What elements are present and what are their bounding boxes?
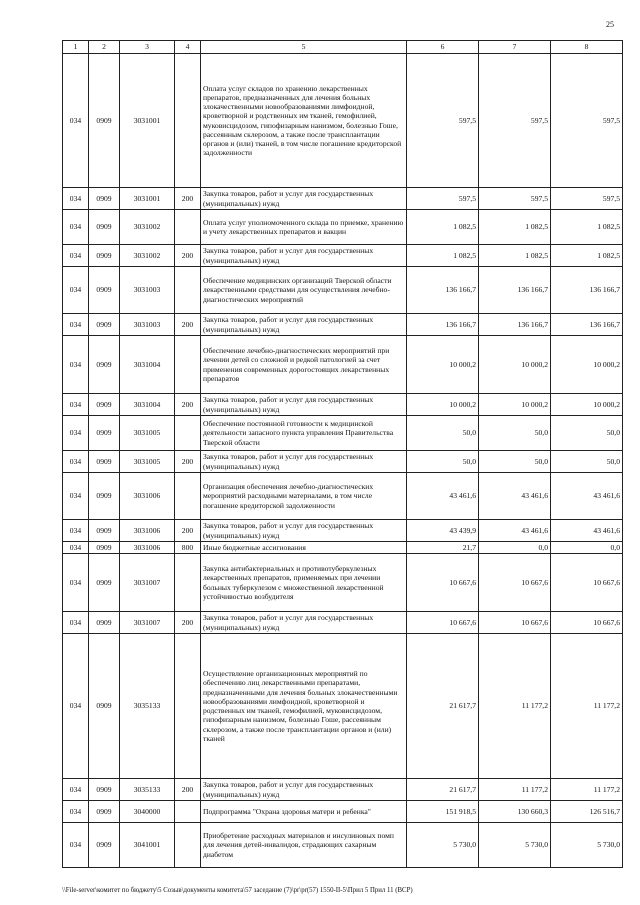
section-code-cell: 0909 [89, 451, 120, 473]
table-row [63, 54, 623, 188]
amount-col6-cell: 10 000,2 [407, 336, 479, 394]
ministry-code-cell: 034 [63, 394, 89, 416]
section-code-cell: 0909 [89, 779, 120, 801]
amount-col7-cell: 5 730,0 [479, 823, 551, 868]
target-article-code-cell: 3031005 [120, 451, 175, 473]
amount-col8-cell: 597,5 [551, 188, 623, 210]
ministry-code-cell: 034 [63, 520, 89, 542]
section-code-cell: 0909 [89, 520, 120, 542]
file-path-footer: \\File-server\комитет по бюджету\5 Созыв\документы комитета\57 заседание (7)\pr\pr(57) 1550-II-5\Прил 5 Прил 11 (ВСР) [62, 887, 413, 894]
amount-col7-cell: 10 000,2 [479, 394, 551, 416]
target-article-code-cell: 3031001 [120, 54, 175, 188]
target-article-code-cell: 3031003 [120, 267, 175, 314]
description-cell: Закупка товаров, работ и услуг для государственных (муниципальных) нужд [201, 451, 407, 473]
target-article-code-cell: 3031006 [120, 520, 175, 542]
amount-col6-cell: 50,0 [407, 451, 479, 473]
expense-type-code-cell [175, 416, 201, 451]
amount-col7-cell: 0,0 [479, 542, 551, 554]
description-cell: Закупка товаров, работ и услуг для государственных (муниципальных) нужд [201, 612, 407, 634]
section-code-cell: 0909 [89, 314, 120, 336]
ministry-code-cell: 034 [63, 210, 89, 245]
amount-col7-cell: 10 667,6 [479, 554, 551, 612]
section-code-cell: 0909 [89, 801, 120, 823]
ministry-code-cell: 034 [63, 779, 89, 801]
section-code-cell: 0909 [89, 336, 120, 394]
amount-col7-cell: 136 166,7 [479, 267, 551, 314]
table-row [63, 634, 623, 779]
expense-type-code-cell [175, 210, 201, 245]
table-row [63, 314, 623, 336]
expense-type-code-cell: 200 [175, 188, 201, 210]
header-row [63, 41, 623, 54]
amount-col8-cell: 10 667,6 [551, 612, 623, 634]
target-article-code-cell: 3031007 [120, 612, 175, 634]
amount-col7-cell: 597,5 [479, 54, 551, 188]
section-code-cell: 0909 [89, 823, 120, 868]
amount-col8-cell: 136 166,7 [551, 267, 623, 314]
amount-col8-cell: 11 177,2 [551, 779, 623, 801]
column-header: 1 [63, 41, 89, 54]
description-cell: Закупка товаров, работ и услуг для государственных (муниципальных) нужд [201, 779, 407, 801]
table-row [63, 245, 623, 267]
section-code-cell: 0909 [89, 210, 120, 245]
table-row [63, 612, 623, 634]
table-body [63, 54, 623, 868]
target-article-code-cell: 3035133 [120, 634, 175, 779]
amount-col7-cell: 43 461,6 [479, 473, 551, 520]
description-cell: Закупка товаров, работ и услуг для государственных (муниципальных) нужд [201, 394, 407, 416]
description-cell: Оплата услуг уполномоченного склада по приемке, хранению и учету лекарственных препаратов и вакцин [201, 210, 407, 245]
ministry-code-cell: 034 [63, 267, 89, 314]
section-code-cell: 0909 [89, 188, 120, 210]
ministry-code-cell: 034 [63, 542, 89, 554]
section-code-cell: 0909 [89, 473, 120, 520]
section-code-cell: 0909 [89, 394, 120, 416]
amount-col8-cell: 50,0 [551, 451, 623, 473]
table-row [63, 394, 623, 416]
amount-col6-cell: 151 918,5 [407, 801, 479, 823]
amount-col8-cell: 1 082,5 [551, 245, 623, 267]
section-code-cell: 0909 [89, 245, 120, 267]
expense-type-code-cell [175, 336, 201, 394]
target-article-code-cell: 3031003 [120, 314, 175, 336]
column-header: 5 [201, 41, 407, 54]
target-article-code-cell: 3035133 [120, 779, 175, 801]
amount-col6-cell: 50,0 [407, 416, 479, 451]
table-row [63, 451, 623, 473]
amount-col7-cell: 10 000,2 [479, 336, 551, 394]
ministry-code-cell: 034 [63, 612, 89, 634]
expense-type-code-cell [175, 801, 201, 823]
description-cell: Осуществление организационных мероприятий по обеспечению лиц лекарственными препаратами, предназначенными для лечения больных злокачественными новообразованиями лимфоидной, кроветворной и родственных им тканей, гемофилией, муковисцидозом, гипофизарным нанизмом, болезнью Гоше, рассеянным склерозом, а также после трансплантации органов и (или) тканей [201, 634, 407, 779]
amount-col8-cell: 43 461,6 [551, 520, 623, 542]
ministry-code-cell: 034 [63, 634, 89, 779]
amount-col8-cell: 50,0 [551, 416, 623, 451]
expense-type-code-cell [175, 554, 201, 612]
target-article-code-cell: 3031002 [120, 245, 175, 267]
table-row [63, 336, 623, 394]
amount-col6-cell: 10 667,6 [407, 612, 479, 634]
amount-col7-cell: 50,0 [479, 451, 551, 473]
ministry-code-cell: 034 [63, 314, 89, 336]
table-row [63, 779, 623, 801]
table-row [63, 823, 623, 868]
expense-type-code-cell: 200 [175, 520, 201, 542]
description-cell: Обеспечение медицинских организаций Тверской области лекарственными средствами для осуществления лечебно-диагностических мероприятий [201, 267, 407, 314]
expense-type-code-cell: 200 [175, 779, 201, 801]
section-code-cell: 0909 [89, 542, 120, 554]
amount-col6-cell: 597,5 [407, 188, 479, 210]
amount-col6-cell: 5 730,0 [407, 823, 479, 868]
target-article-code-cell: 3031007 [120, 554, 175, 612]
amount-col6-cell: 1 082,5 [407, 245, 479, 267]
amount-col8-cell: 597,5 [551, 54, 623, 188]
amount-col7-cell: 10 667,6 [479, 612, 551, 634]
amount-col7-cell: 50,0 [479, 416, 551, 451]
budget-table [62, 40, 623, 868]
amount-col7-cell: 136 166,7 [479, 314, 551, 336]
amount-col7-cell: 43 461,6 [479, 520, 551, 542]
expense-type-code-cell [175, 823, 201, 868]
description-cell: Закупка товаров, работ и услуг для государственных (муниципальных) нужд [201, 520, 407, 542]
amount-col7-cell: 1 082,5 [479, 245, 551, 267]
amount-col8-cell: 10 000,2 [551, 336, 623, 394]
table-row [63, 267, 623, 314]
amount-col6-cell: 136 166,7 [407, 267, 479, 314]
page-number: 25 [606, 20, 614, 29]
ministry-code-cell: 034 [63, 54, 89, 188]
amount-col8-cell: 10 667,6 [551, 554, 623, 612]
expense-type-code-cell [175, 54, 201, 188]
target-article-code-cell: 3041001 [120, 823, 175, 868]
expense-type-code-cell [175, 473, 201, 520]
amount-col7-cell: 130 660,3 [479, 801, 551, 823]
expense-type-code-cell: 200 [175, 451, 201, 473]
table-row [63, 542, 623, 554]
column-header: 4 [175, 41, 201, 54]
column-header: 8 [551, 41, 623, 54]
ministry-code-cell: 034 [63, 336, 89, 394]
amount-col7-cell: 597,5 [479, 188, 551, 210]
amount-col8-cell: 43 461,6 [551, 473, 623, 520]
target-article-code-cell: 3031001 [120, 188, 175, 210]
amount-col6-cell: 597,5 [407, 54, 479, 188]
description-cell: Организация обеспечения лечебно-диагностических мероприятий расходными материалами, в том числе погашение кредиторской задолженности [201, 473, 407, 520]
ministry-code-cell: 034 [63, 416, 89, 451]
amount-col6-cell: 21,7 [407, 542, 479, 554]
description-cell: Обеспечение лечебно-диагностических мероприятий при лечении детей со сложной и редкой патологией за счет применения современных дорогостоящих лекарственных препаратов [201, 336, 407, 394]
table-row [63, 554, 623, 612]
amount-col6-cell: 21 617,7 [407, 779, 479, 801]
section-code-cell: 0909 [89, 54, 120, 188]
amount-col8-cell: 11 177,2 [551, 634, 623, 779]
description-cell: Закупка товаров, работ и услуг для государственных (муниципальных) нужд [201, 314, 407, 336]
amount-col7-cell: 11 177,2 [479, 634, 551, 779]
expense-type-code-cell: 200 [175, 394, 201, 416]
description-cell: Закупка товаров, работ и услуг для государственных (муниципальных) нужд [201, 188, 407, 210]
description-cell: Приобретение расходных материалов и инсулиновых помп для лечения детей-инвалидов, страдающих сахарным диабетом [201, 823, 407, 868]
target-article-code-cell: 3031004 [120, 336, 175, 394]
amount-col8-cell: 1 082,5 [551, 210, 623, 245]
amount-col6-cell: 1 082,5 [407, 210, 479, 245]
table-row [63, 520, 623, 542]
column-header: 2 [89, 41, 120, 54]
description-cell: Закупка товаров, работ и услуг для государственных (муниципальных) нужд [201, 245, 407, 267]
target-article-code-cell: 3031002 [120, 210, 175, 245]
amount-col8-cell: 126 516,7 [551, 801, 623, 823]
amount-col6-cell: 21 617,7 [407, 634, 479, 779]
section-code-cell: 0909 [89, 554, 120, 612]
amount-col6-cell: 43 439,9 [407, 520, 479, 542]
expense-type-code-cell: 200 [175, 245, 201, 267]
table-row [63, 416, 623, 451]
ministry-code-cell: 034 [63, 451, 89, 473]
amount-col8-cell: 136 166,7 [551, 314, 623, 336]
expense-type-code-cell: 800 [175, 542, 201, 554]
description-cell: Закупка антибактериальных и противотуберкулезных лекарственных препаратов, применяемых при лечении больных туберкулезом с множественной лекарственной устойчивостью возбудителя [201, 554, 407, 612]
section-code-cell: 0909 [89, 267, 120, 314]
ministry-code-cell: 034 [63, 823, 89, 868]
description-cell: Оплата услуг складов по хранению лекарственных препаратов, предназначенных для лечения больных злокачественными новообразованиями лимфоидной, кроветворной и родственных им тканей, гемофилией, муковисцидозом, гипофизарным нанизмом, болезнью Гоше, рассеянным склерозом, а также после трансплантации органов и (или) тканей, в том числе погашение кредиторской задолженности [201, 54, 407, 188]
description-cell: Обеспечение постоянной готовности к медицинской деятельности запасного пункта управления Правительства Тверской области [201, 416, 407, 451]
target-article-code-cell: 3031005 [120, 416, 175, 451]
amount-col7-cell: 11 177,2 [479, 779, 551, 801]
amount-col8-cell: 10 000,2 [551, 394, 623, 416]
amount-col8-cell: 0,0 [551, 542, 623, 554]
amount-col6-cell: 136 166,7 [407, 314, 479, 336]
target-article-code-cell: 3040000 [120, 801, 175, 823]
description-cell: Иные бюджетные ассигнования [201, 542, 407, 554]
column-header: 6 [407, 41, 479, 54]
target-article-code-cell: 3031004 [120, 394, 175, 416]
amount-col7-cell: 1 082,5 [479, 210, 551, 245]
amount-col8-cell: 5 730,0 [551, 823, 623, 868]
column-header: 3 [120, 41, 175, 54]
section-code-cell: 0909 [89, 634, 120, 779]
ministry-code-cell: 034 [63, 801, 89, 823]
section-code-cell: 0909 [89, 416, 120, 451]
expense-type-code-cell [175, 634, 201, 779]
description-cell: Подпрограмма "Охрана здоровья матери и ребенка" [201, 801, 407, 823]
amount-col6-cell: 43 461,6 [407, 473, 479, 520]
expense-type-code-cell [175, 267, 201, 314]
amount-col6-cell: 10 000,2 [407, 394, 479, 416]
table-row [63, 188, 623, 210]
amount-col6-cell: 10 667,6 [407, 554, 479, 612]
target-article-code-cell: 3031006 [120, 542, 175, 554]
expense-type-code-cell: 200 [175, 314, 201, 336]
section-code-cell: 0909 [89, 612, 120, 634]
table-row [63, 473, 623, 520]
table-row [63, 210, 623, 245]
target-article-code-cell: 3031006 [120, 473, 175, 520]
ministry-code-cell: 034 [63, 245, 89, 267]
column-header: 7 [479, 41, 551, 54]
ministry-code-cell: 034 [63, 473, 89, 520]
expense-type-code-cell: 200 [175, 612, 201, 634]
ministry-code-cell: 034 [63, 188, 89, 210]
ministry-code-cell: 034 [63, 554, 89, 612]
table-row [63, 801, 623, 823]
